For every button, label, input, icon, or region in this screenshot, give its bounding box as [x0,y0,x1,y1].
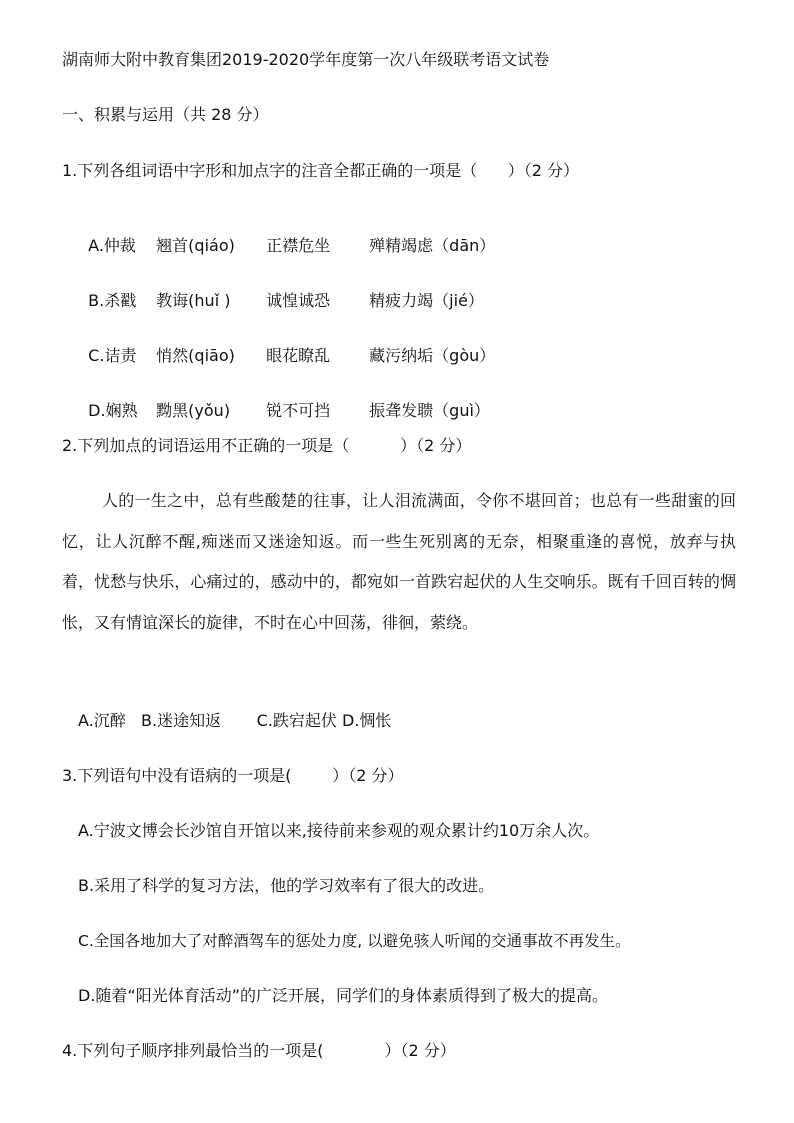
option-cell: 精疲力竭（jié） [369,291,484,310]
option-cell: C.诘责 [88,346,137,365]
option-cell: 翘首(qiáo) [156,236,235,255]
option-cell: 悄然(qiāo) [156,346,235,365]
option-cell: 殚精竭虑（dān） [369,236,496,255]
option-cell: D.娴熟 [88,401,138,420]
option-cell: 正襟危坐 [266,236,331,255]
question-3-stem: 3.下列语句中没有语病的一项是( ）（2 分） [62,766,404,785]
question-3-option-c: C.全国各地加大了对醉酒驾车的惩处力度, 以避免骇人听闻的交通事故不再发生。 [78,932,631,950]
question-2-passage: 人的一生之中，总有些酸楚的往事，让人泪流满面，令你不堪回首；也总有一些甜蜜的回忆，让人沉醉不醒,痴迷而又迷途知返。而一些生死别离的无奈，相聚重逢的喜悦，放弃与执着，忧愁与快乐，心痛过的，感动中的，都宛如一首跌宕起伏的人生交响乐。既有千回百转的惆怅，又有情谊深长的旋律，不时在心中回荡，徘徊，萦绕。 [62,491,736,632]
option-cell: B.杀戳 [88,291,137,310]
question-1-option-a [78,216,495,256]
option-cell: 诚惶诚恐 [266,291,331,310]
question-4-stem: 4.下列句子顺序排列最恰当的一项是( ）（2 分） [62,1041,456,1060]
question-1-option-b [78,271,484,311]
question-2-stem: 2.下列加点的词语运用不正确的一项是（ ）（2 分） [62,436,472,455]
question-1-option-d [78,381,490,421]
question-1-option-c [78,326,495,366]
option-cell: 黝黑(yǒu) [156,401,231,420]
section-heading: 一、积累与运用（共 28 分） [62,105,269,124]
option-cell: 锐不可挡 [266,401,331,420]
question-1-stem: 1.下列各组词语中字形和加点字的注音全都正确的一项是（ ）（2 分） [62,161,580,180]
question-3-option-b: B.采用了科学的复习方法，他的学习效率有了很大的改进。 [78,876,495,895]
question-2-options: A.沉醉 B.迷途知返 C.跌宕起伏 D.惆怅 [78,711,392,730]
question-3-option-a: A.宁波文博会长沙馆自开馆以来,接待前来参观的观众累计约10万余人次。 [78,821,600,840]
option-cell: 藏污纳垢（gòu） [369,346,496,365]
option-cell: 眼花瞭乱 [266,346,331,365]
option-cell: A.仲裁 [88,236,136,255]
option-cell: 教诲(huǐ ) [156,291,231,310]
question-3-option-d: D.随着“阳光体育活动”的广泛开展，同学们的身体素质得到了极大的提高。 [78,986,608,1005]
option-cell: 振聋发聩（guì） [369,401,490,420]
exam-title: 湖南师大附中教育集团2019-2020学年度第一次八年级联考语文试卷 [62,50,550,69]
